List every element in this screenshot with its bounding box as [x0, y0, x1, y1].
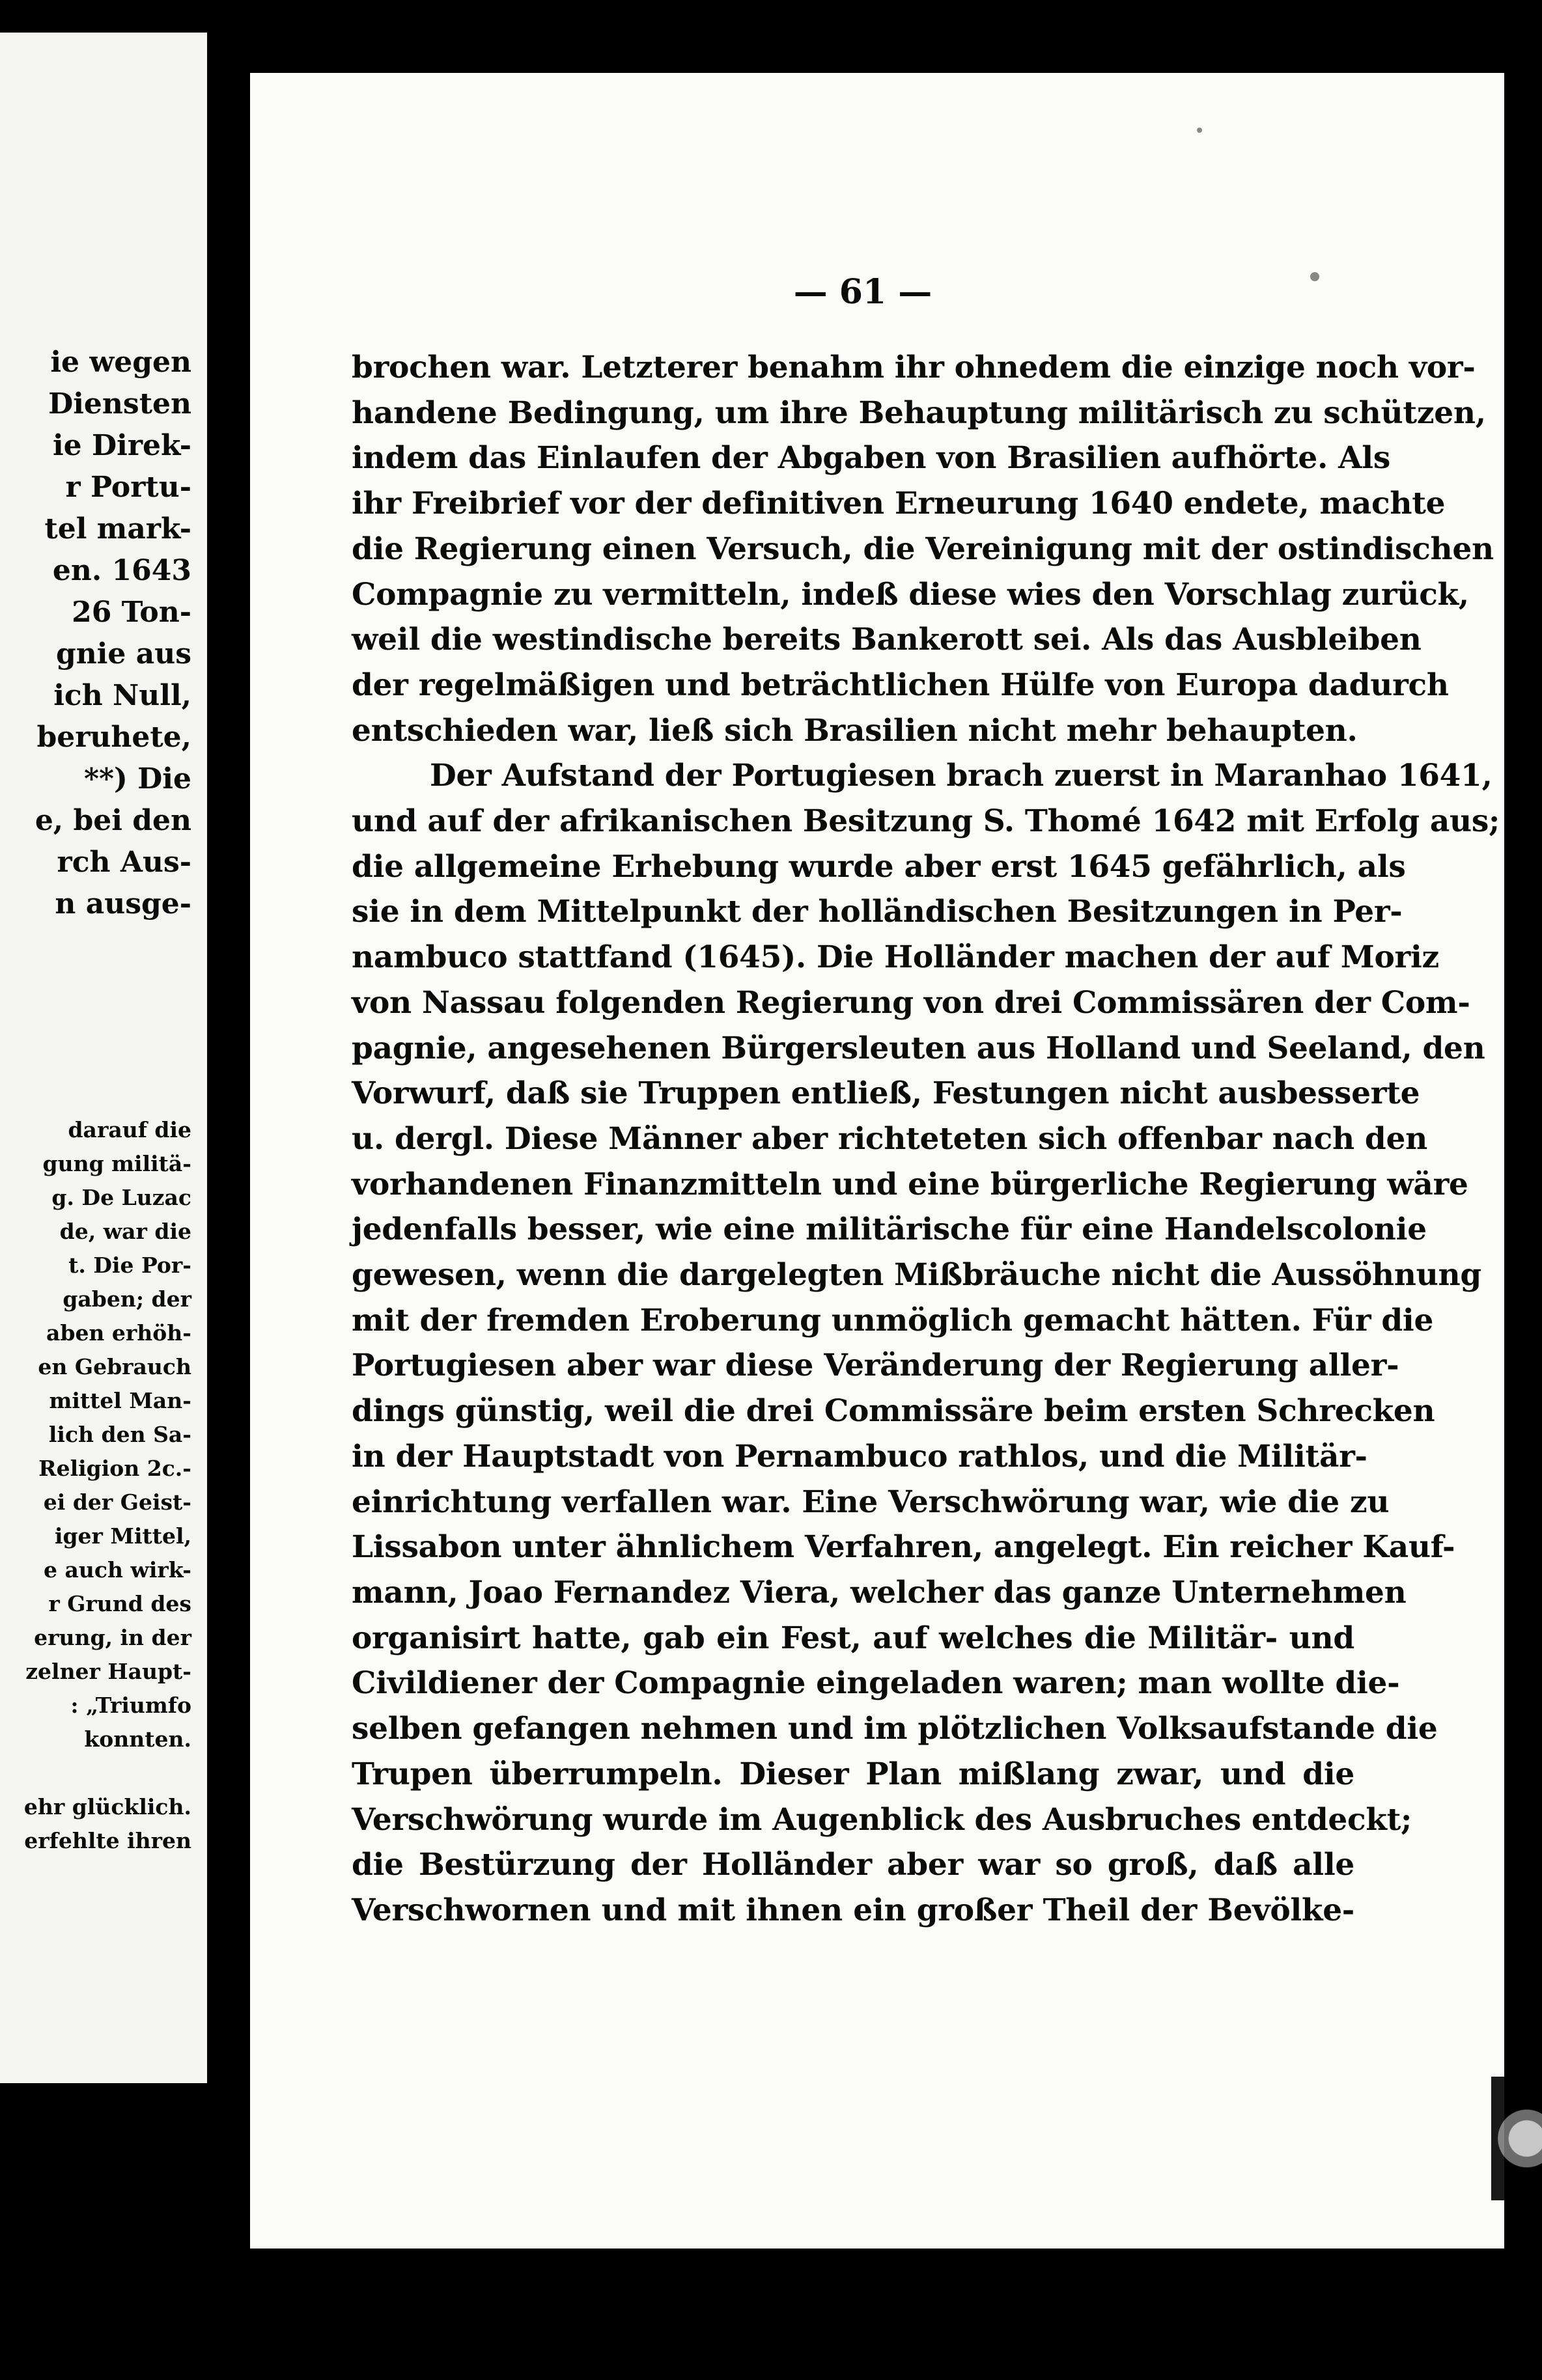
left-footnote-line: gung militä-: [42, 1151, 191, 1176]
text-line: von Nassau folgenden Regierung von drei Commissären der Com-: [352, 984, 1470, 1021]
text-line: die Bestürzung der Holländer aber war so groß, daß alle: [352, 1847, 1354, 1883]
left-text-line: rch Aus-: [57, 846, 191, 879]
text-line: u. dergl. Diese Männer aber richteteten sich offenbar nach den: [352, 1120, 1427, 1157]
left-footnote-line: e auch wirk-: [44, 1557, 191, 1583]
text-line: gewesen, wenn die dargelegten Mißbräuche nicht die Aussöhnung: [352, 1257, 1481, 1294]
left-footnote-line: ei der Geist-: [43, 1489, 191, 1515]
left-page-fragment: [0, 33, 207, 2083]
body-text: [352, 345, 1500, 1933]
left-footnote-line: aben erhöh-: [46, 1320, 191, 1346]
left-footnote-line: gaben; der: [63, 1286, 191, 1312]
text-line: Verschwornen und mit ihnen ein großer Theil der Bevölke-: [352, 1892, 1354, 1928]
left-text-line: e, bei den: [35, 804, 191, 837]
edge-scan-artifact: [1491, 2077, 1542, 2200]
left-text-line: Diensten: [48, 387, 191, 421]
text-line: ihr Freibrief vor der definitiven Erneurung 1640 endete, machte: [352, 486, 1446, 522]
speck: [1310, 272, 1319, 281]
paragraph: [352, 345, 1494, 753]
left-text-line: ich Null,: [53, 679, 191, 712]
text-line: Verschwörung wurde im Augenblick des Ausbruches entdeckt;: [352, 1801, 1412, 1838]
text-line: die Regierung einen Versuch, die Vereinigung mit der ostindischen: [352, 531, 1494, 567]
left-footnote-line: g. De Luzac: [51, 1185, 191, 1210]
text-line: entschieden war, ließ sich Brasilien nicht mehr behaupten.: [352, 712, 1358, 749]
left-footnote-line: zelner Haupt-: [25, 1659, 191, 1684]
text-line: Civildiener der Compagnie eingeladen waren; man wollte die-: [352, 1665, 1400, 1702]
left-page-upper-text: [35, 342, 191, 925]
page-number: — 61 —: [793, 272, 932, 312]
text-line: organisirt hatte, gab ein Fest, auf welches die Militär- und: [352, 1620, 1354, 1656]
left-text-line: 26 Ton-: [72, 596, 191, 629]
left-page-footnotes: [24, 1113, 191, 1858]
text-line: vorhandenen Finanzmitteln und eine bürgerliche Regierung wäre: [352, 1166, 1468, 1202]
text-line: Trupen überrumpeln. Dieser Plan mißlang zwar, und die: [352, 1756, 1354, 1792]
left-footnote-line: mittel Man-: [49, 1388, 191, 1413]
left-text-line: n ausge-: [55, 887, 191, 920]
left-text-line: r Portu-: [65, 471, 191, 504]
text-line: Portugiesen aber war diese Veränderung der Regierung aller-: [352, 1348, 1399, 1384]
left-footnote-line: de, war die: [59, 1219, 191, 1244]
left-text-line: en. 1643: [52, 554, 191, 587]
text-line: weil die westindische bereits Bankerott sei. Als das Ausbleiben: [352, 622, 1422, 658]
text-line: mit der fremden Eroberung unmöglich gemacht hätten. Für die: [352, 1302, 1434, 1338]
text-line: indem das Einlaufen der Abgaben von Brasilien aufhörte. Als: [352, 440, 1390, 477]
left-text-line: beruhete,: [36, 721, 191, 754]
left-text-line: gnie aus: [55, 637, 191, 671]
speck: [1197, 128, 1202, 133]
text-line: jedenfalls besser, wie eine militärische für eine Handelscolonie: [352, 1211, 1427, 1248]
left-footnote-line: en Gebrauch: [38, 1354, 191, 1379]
left-footnote-line: : „Triumfo: [70, 1693, 191, 1718]
text-line: und auf der afrikanischen Besitzung S. Thomé 1642 mit Erfolg aus;: [352, 803, 1500, 840]
text-line: Lissabon unter ähnlichem Verfahren, angelegt. Ein reicher Kauf-: [352, 1529, 1455, 1566]
text-line: Der Aufstand der Portugiesen brach zuerst in Maranhao 1641,: [430, 758, 1493, 794]
left-footnote-line: darauf die: [68, 1117, 191, 1142]
left-footnote-line: iger Mittel,: [54, 1523, 191, 1549]
text-line: die allgemeine Erhebung wurde aber erst 1645 gefährlich, als: [352, 848, 1406, 885]
text-line: dings günstig, weil die drei Commissäre beim ersten Schrecken: [352, 1393, 1435, 1430]
paragraph: [352, 753, 1500, 1933]
left-footnote-line: erung, in der: [34, 1625, 191, 1650]
text-line: mann, Joao Fernandez Viera, welcher das ganze Unternehmen: [352, 1574, 1407, 1611]
left-footnote-line: t. Die Por-: [68, 1252, 191, 1278]
left-text-line: **) Die: [83, 762, 191, 796]
text-line: einrichtung verfallen war. Eine Verschwörung war, wie die zu: [352, 1484, 1390, 1520]
left-footnote-line: [24, 1756, 191, 1790]
text-line: selben gefangen nehmen und im plötzlichen Volksaufstande die: [352, 1711, 1438, 1747]
text-line: der regelmäßigen und beträchtlichen Hülfe von Europa dadurch: [352, 667, 1449, 703]
text-line: sie in dem Mittelpunkt der holländischen Besitzungen in Per-: [352, 894, 1403, 930]
text-line: nambuco stattfand (1645). Die Holländer machen der auf Moriz: [352, 939, 1439, 976]
left-footnote-line: konnten.: [84, 1726, 191, 1752]
left-text-line: ie wegen: [50, 346, 191, 379]
left-footnote-line: lich den Sa-: [48, 1422, 191, 1447]
left-footnote-line: r Grund des: [48, 1591, 191, 1616]
left-text-line: ie Direk-: [52, 429, 191, 462]
text-line: Vorwurf, daß sie Truppen entließ, Festungen nicht ausbesserte: [352, 1075, 1420, 1112]
left-footnote-line: Religion 2c.-: [38, 1456, 191, 1481]
left-footnote-line: erfehlte ihren: [24, 1828, 191, 1853]
text-line: handene Bedingung, um ihre Behauptung militärisch zu schützen,: [352, 394, 1486, 431]
text-line: brochen war. Letzterer benahm ihr ohnedem die einzige noch vor-: [352, 350, 1476, 385]
text-line: pagnie, angesehenen Bürgersleuten aus Holland und Seeland, den: [352, 1030, 1485, 1066]
text-line: in der Hauptstadt von Pernambuco rathlos, und die Militär-: [352, 1438, 1367, 1474]
left-footnote-line: ehr glücklich.: [23, 1794, 191, 1820]
left-text-line: tel mark-: [44, 512, 191, 546]
text-line: Compagnie zu vermitteln, indeß diese wies den Vorschlag zurück,: [352, 576, 1469, 613]
